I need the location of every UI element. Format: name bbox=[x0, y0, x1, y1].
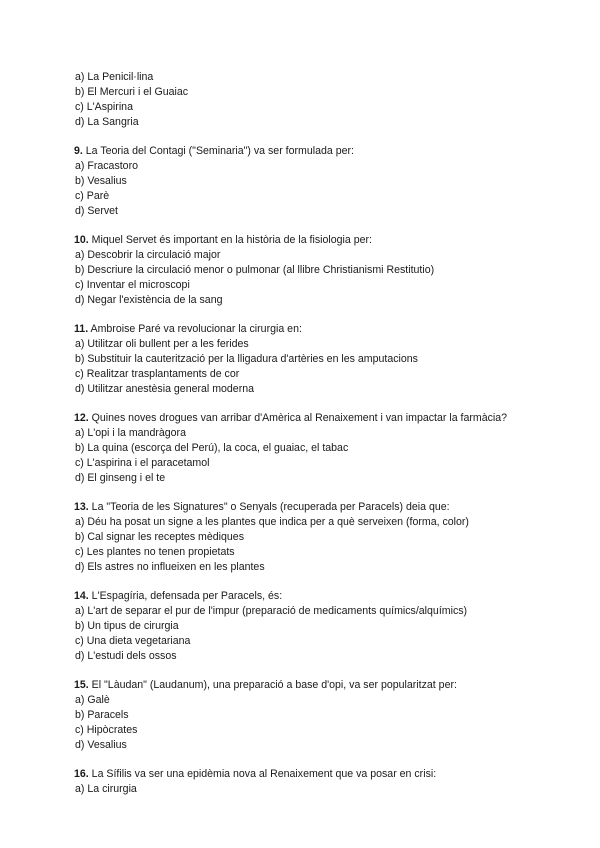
question-number: 12. bbox=[74, 412, 89, 424]
lead-options bbox=[74, 70, 574, 130]
option: c) L'aspirina i el paracetamol bbox=[75, 457, 210, 469]
option: a) Descobrir la circulació major bbox=[75, 249, 221, 261]
question-body: L'Espagíria, defensada per Paracels, és: bbox=[88, 590, 283, 602]
quiz-page bbox=[74, 70, 574, 811]
option: a) Déu ha posat un signe a les plantes que indica per a què serveixen (forma, color) bbox=[75, 516, 469, 528]
question-body: La "Teoria de les Signatures" o Senyals (recuperada per Paracels) deia que: bbox=[88, 501, 450, 513]
option: d) Negar l'existència de la sang bbox=[75, 294, 223, 306]
question-14 bbox=[74, 589, 574, 664]
option: a) L'art de separar el pur de l'impur (preparació de medicaments químics/alquímics) bbox=[75, 605, 468, 617]
option: b) El Mercuri i el Guaiac bbox=[75, 86, 189, 98]
question-9 bbox=[74, 144, 574, 219]
option: b) Substituir la cauterització per la lligadura d'artèries en les amputacions bbox=[75, 353, 418, 365]
question-15 bbox=[74, 678, 574, 753]
option: a) Utilitzar oli bullent per a les ferides bbox=[75, 338, 249, 350]
option: a) La Penicil·lina bbox=[75, 71, 154, 83]
option: d) Utilitzar anestèsia general moderna bbox=[75, 383, 255, 395]
question-number: 13. bbox=[74, 501, 89, 513]
option: c) Inventar el microscopi bbox=[75, 279, 190, 291]
option: b) Descriure la circulació menor o pulmonar (al llibre Christianismi Restitutio) bbox=[75, 264, 435, 276]
question-number: 10. bbox=[74, 234, 89, 246]
option: c) Parè bbox=[75, 190, 110, 202]
question-16 bbox=[74, 767, 574, 797]
question-body: Ambroise Paré va revolucionar la cirurgia en: bbox=[88, 323, 302, 335]
question-text bbox=[74, 144, 574, 159]
option: a) La cirurgia bbox=[75, 783, 137, 795]
option: d) L'estudi dels ossos bbox=[75, 650, 177, 662]
option: a) Galè bbox=[75, 694, 110, 706]
question-number: 15. bbox=[74, 679, 89, 691]
option: c) Les plantes no tenen propietats bbox=[75, 546, 235, 558]
option: b) Un tipus de cirurgia bbox=[75, 620, 179, 632]
question-13 bbox=[74, 500, 574, 575]
question-body: El "Làudan" (Laudanum), una preparació a base d'opi, va ser popularitzat per: bbox=[88, 679, 457, 691]
option: b) La quina (escorça del Perú), la coca, el guaiac, el tabac bbox=[75, 442, 349, 454]
question-text bbox=[74, 678, 574, 693]
question-text bbox=[74, 233, 574, 248]
option: c) Realitzar trasplantaments de cor bbox=[75, 368, 240, 380]
question-text bbox=[74, 589, 574, 604]
question-number: 14. bbox=[74, 590, 89, 602]
question-body: Miquel Servet és important en la història de la fisiologia per: bbox=[88, 234, 372, 246]
option: b) Paracels bbox=[75, 709, 129, 721]
option: b) Cal signar les receptes mèdiques bbox=[75, 531, 244, 543]
option: c) Una dieta vegetariana bbox=[75, 635, 191, 647]
question-body: La Teoria del Contagi ("Seminaria") va ser formulada per: bbox=[82, 145, 354, 157]
question-body: La Sífilis va ser una epidèmia nova al Renaixement que va posar en crisi: bbox=[88, 768, 437, 780]
question-body: Quines noves drogues van arribar d'Amèrica al Renaixement i van impactar la farmàcia? bbox=[88, 412, 508, 424]
option: a) L'opi i la mandràgora bbox=[75, 427, 186, 439]
question-text bbox=[74, 767, 574, 782]
option: d) Servet bbox=[75, 205, 118, 217]
option: d) Vesalius bbox=[75, 739, 127, 751]
option: c) L'Aspirina bbox=[75, 101, 133, 113]
question-number: 11. bbox=[74, 323, 89, 335]
question-text bbox=[74, 411, 574, 426]
option: b) Vesalius bbox=[75, 175, 127, 187]
question-text bbox=[74, 500, 574, 515]
question-text bbox=[74, 322, 574, 337]
option: c) Hipòcrates bbox=[75, 724, 138, 736]
option: d) La Sangria bbox=[75, 116, 139, 128]
question-11 bbox=[74, 322, 574, 397]
option: d) El ginseng i el te bbox=[75, 472, 166, 484]
question-number: 9. bbox=[74, 145, 83, 157]
question-number: 16. bbox=[74, 768, 89, 780]
question-10 bbox=[74, 233, 574, 308]
option: a) Fracastoro bbox=[75, 160, 138, 172]
question-12 bbox=[74, 411, 574, 486]
option: d) Els astres no influeixen en les plantes bbox=[75, 561, 265, 573]
